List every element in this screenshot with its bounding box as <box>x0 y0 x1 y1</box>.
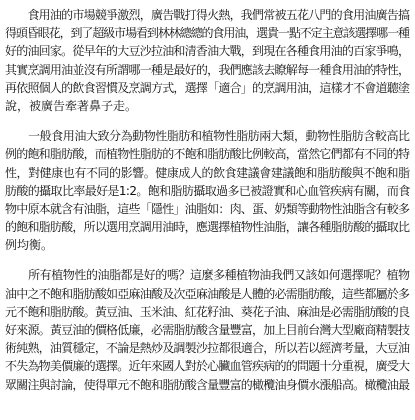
text-line: 說，被廣告牽著鼻子走。 <box>5 98 138 113</box>
text-line: 肪酸的攝取比率最好是1:2。飽和脂肪攝取過多已被證實和心血管疾病有關，而食 <box>5 183 410 198</box>
text-line: 例的飽和脂肪酸，而植物性脂肪的不飽和脂肪酸比例較高，當然它們都有不同的特 <box>5 147 410 162</box>
text-line: 的飽和脂肪酸，所以選用烹調用油時，應選擇植物性油脂，讓各種脂肪酸的攝取比 <box>5 220 410 235</box>
text-line: 得頭昏眼花，到了超級市場看到林林總總的食用油，選貴一點不定主意該選擇哪一種 <box>5 26 409 41</box>
text-line: 元不飽和脂肪酸。黃豆油、玉米油、紅花籽油、葵花子油、麻油是必需脂肪酸的良 <box>5 304 410 319</box>
text-line: 眾關注與討論，使得單元不飽和脂肪酸含量豐富的橄欖油身價水漲船高。橄欖油最 <box>5 377 410 392</box>
text-line: 食用油的市場競爭激烈，廣告戰打得火熱，我們常被五花八門的食用油廣告搞 <box>5 8 410 22</box>
text-line: 例均衡。 <box>5 238 54 253</box>
text-line: 好的油回家。從早年的大豆沙拉油和清香油大戰，到現在各種食用油的百家爭鳴， <box>5 44 410 59</box>
text-line: 所有植物性的油脂都是好的嗎？這麼多種植物油我們又該如何選擇呢？植物 <box>5 268 410 283</box>
text-line: 物中原本就含有油脂，這些「隱性」油脂如：肉、蛋、奶類等動物性油脂含有較多 <box>5 201 410 216</box>
paragraph-fat-types <box>5 127 410 254</box>
text-line: 性，對健康也有不同的影響。健康成人的飲食建議會建議飽和脂肪酸與不飽和脂 <box>5 165 410 180</box>
text-line: 術純熟，油質穩定，不論是熱炒及調製沙拉都很適合，所以若以經濟考量，大豆油 <box>5 341 410 356</box>
text-line: 不失為物美價廉的選擇。近年來國人對於心臟血管疾病的的問題十分重視，廣受大 <box>5 359 410 374</box>
text-line: 再依照個人的飲食習慣及烹調方式，選擇「適合」的烹調用油，這樣才不會道聽塗 <box>5 80 410 95</box>
paragraph-intro <box>5 6 410 115</box>
paragraph-plant-oils <box>5 266 410 393</box>
text-line: 油中之不飽和脂肪酸如亞麻油酸及次亞麻油酸是人體的必需脂肪酸，這些都屬於多 <box>5 286 410 301</box>
text-line: 一般食用油大致分為動物性脂肪和植物性脂肪兩大類，動物性脂肪含較高比 <box>5 129 410 144</box>
text-line: 好來源。黃豆油的價格低廉，必需脂肪酸含量豐富，加上目前台灣大型廠商精製技 <box>5 323 410 337</box>
text-line: 其實烹調用油並沒有所謂哪一種是最好的，我們應該去瞭解每一種食用油的特性， <box>5 62 410 77</box>
